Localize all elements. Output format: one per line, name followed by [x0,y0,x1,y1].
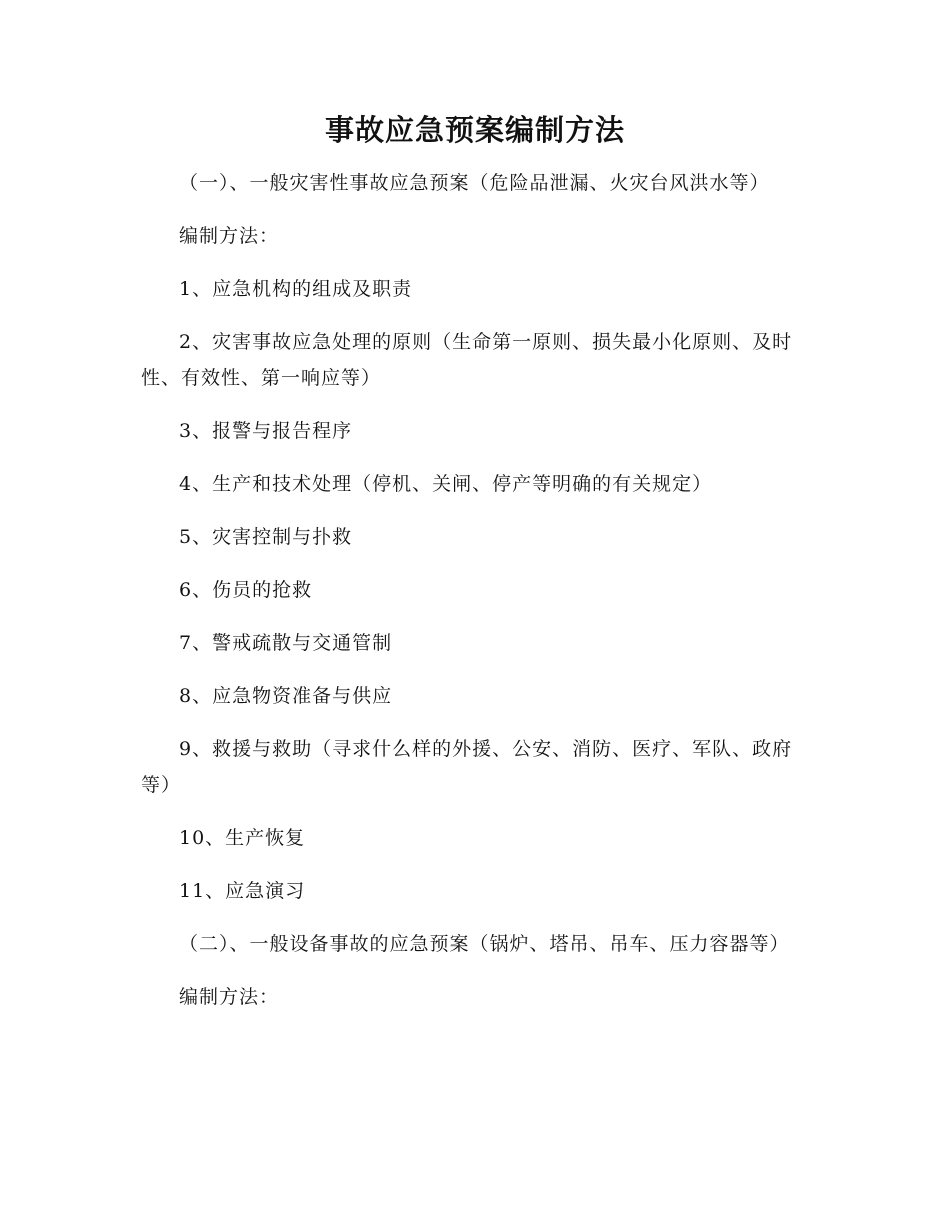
list-item: 5、灾害控制与扑救 [179,526,353,548]
list-item: 8、应急物资准备与供应 [179,685,393,707]
list-item: 7、警戒疏散与交通管制 [179,632,393,654]
list-item: 3、报警与报告程序 [179,420,353,442]
list-item: 1、应急机构的组成及职责 [179,278,413,300]
list-item: 2、灾害事故应急处理的原则（生命第一原则、损失最小化原则、及时性、有效性、第一响应等） [141,331,793,389]
document-body [141,165,801,1032]
list-item: 6、伤员的抢救 [179,579,313,601]
list-item: 4、生产和技术处理（停机、关闸、停产等明确的有关规定） [179,473,713,495]
section-heading-1: （一）、一般灾害性事故应急预案（危险品泄漏、火灾台风洪水等） [179,172,770,194]
method-label: 编制方法： [179,225,280,247]
section-heading-2: （二）、一般设备事故的应急预案（锅炉、塔吊、吊车、压力容器等） [179,933,790,955]
method-label: 编制方法： [179,986,280,1008]
document-title: 事故应急预案编制方法 [324,113,625,147]
list-item: 11、应急演习 [179,880,306,902]
list-item: 9、救援与救助（寻求什么样的外援、公安、消防、医疗、军队、政府等） [141,738,793,796]
list-item: 10、生产恢复 [179,827,306,849]
